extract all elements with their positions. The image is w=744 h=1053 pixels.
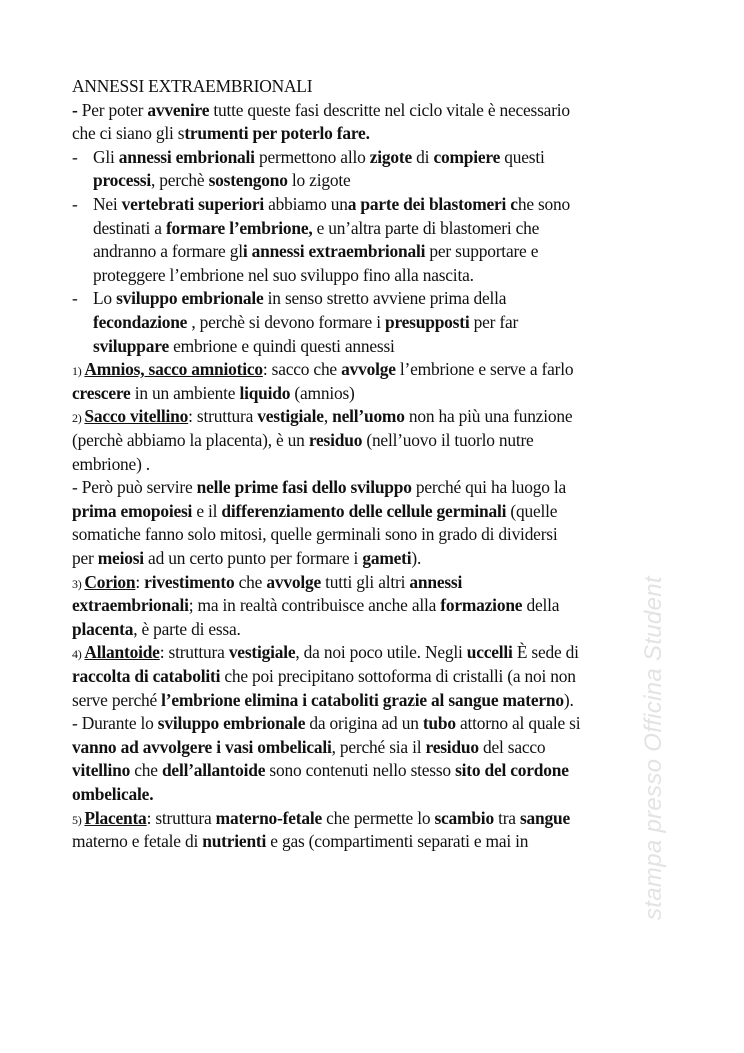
- bold-text: sangue: [519, 807, 571, 828]
- bold-text: extraembrionali: [72, 595, 189, 616]
- watermark: stampa presso Officina Student: [640, 576, 667, 920]
- text: che ci siano gli s: [72, 123, 185, 144]
- text: abbiamo un: [264, 194, 348, 214]
- bold-text: zigote: [369, 146, 412, 167]
- text: - Però può servire: [72, 477, 197, 498]
- text: della: [522, 595, 560, 616]
- bold-text: formare l’embrione,: [165, 217, 313, 238]
- text: in un ambiente: [130, 382, 240, 403]
- text: per far: [469, 312, 519, 332]
- bold-text: residuo: [308, 430, 363, 450]
- bold-text: sostengono: [208, 170, 288, 191]
- bullet-dash: -: [72, 146, 78, 167]
- bold-text: uccelli: [466, 642, 513, 663]
- text-line: [72, 689, 574, 711]
- text-line: [72, 807, 570, 831]
- text: e il: [192, 500, 222, 521]
- bullet-dash: -: [72, 288, 78, 309]
- text-line: [72, 429, 534, 451]
- text: , perché sia il: [331, 736, 426, 757]
- text: : struttura: [188, 406, 258, 427]
- text: , perchè si devono formare i: [187, 312, 385, 332]
- text: per supportare e: [425, 241, 539, 262]
- bold-text: avvolge: [341, 359, 396, 380]
- bold-text: sito del cordone: [455, 760, 569, 781]
- text-line: [93, 217, 539, 239]
- bold-text: crescere: [72, 382, 131, 403]
- text: sono contenuti nello stesso: [265, 760, 456, 781]
- bold-text: trumenti per poterlo fare.: [184, 123, 370, 144]
- text: del sacco: [478, 736, 546, 757]
- text: lo zigote: [287, 170, 351, 191]
- text-line: [72, 759, 569, 781]
- section-heading: Placenta: [84, 807, 147, 828]
- text-line: [72, 618, 241, 640]
- text: che: [234, 571, 267, 592]
- text: , da noi poco utile. Negli: [295, 642, 467, 663]
- text: che poi precipitano sottoforma di cristalli (a noi non: [220, 666, 576, 686]
- text: di: [412, 146, 434, 167]
- text: l’embrione e serve a farlo: [395, 359, 574, 380]
- section-number: 1): [72, 364, 85, 379]
- bold-text: presupposti: [384, 312, 470, 332]
- text: ).: [411, 548, 422, 568]
- text: È sede di: [512, 642, 579, 663]
- text-line: [93, 169, 350, 191]
- section-heading: Corion: [84, 571, 136, 592]
- bold-text: placenta: [72, 618, 134, 639]
- text: Lo: [93, 288, 117, 309]
- text: ANNESSI EXTRAEMBRIONALI: [72, 76, 313, 96]
- bold-text: fecondazione: [93, 312, 188, 332]
- bold-text: ombelicale.: [72, 784, 154, 804]
- text: attorno al quale si: [455, 713, 581, 734]
- text: : struttura: [146, 807, 216, 828]
- text-line: [93, 240, 538, 262]
- bold-text: meiosi: [97, 548, 144, 568]
- bold-text: a parte dei blastomeri c: [347, 194, 518, 214]
- text: perché qui ha luogo la: [411, 477, 567, 498]
- text-line: [72, 382, 355, 404]
- text: Per poter: [81, 99, 148, 120]
- text-line: [93, 193, 570, 215]
- text: questi: [500, 146, 545, 167]
- text: he sono: [517, 194, 571, 214]
- text-line: [72, 547, 421, 569]
- text-line: [72, 736, 545, 758]
- text-line: [72, 783, 153, 805]
- text-line: [93, 311, 518, 333]
- text-line: [72, 641, 579, 665]
- bold-text: avvolge: [266, 571, 321, 592]
- bold-text: differenziamento delle cellule germinali: [221, 500, 507, 521]
- text: ad un certo punto per formare i: [143, 548, 363, 568]
- section-number: 4): [72, 647, 85, 662]
- bold-text: tubo: [422, 713, 456, 734]
- bold-text: vestigiale: [228, 642, 296, 663]
- text: in senso stretto avviene prima della: [263, 288, 507, 309]
- section-number: 5): [72, 812, 85, 827]
- bold-text: nutrienti: [202, 831, 267, 852]
- text: (quelle: [506, 500, 558, 521]
- text: (amnios): [290, 382, 355, 403]
- bold-text: sviluppo embrionale: [116, 288, 264, 309]
- text-line: [72, 453, 150, 475]
- bold-text: nell’uomo: [332, 406, 405, 427]
- text: Gli: [93, 146, 119, 167]
- bold-text: raccolta di cataboliti: [72, 666, 221, 686]
- bold-text: materno-fetale: [215, 807, 322, 828]
- section-number: 2): [72, 411, 85, 426]
- bold-text: vertebrati superiori: [121, 194, 264, 214]
- bold-text: i annessi extraembrionali: [242, 241, 426, 262]
- text-line: [93, 264, 474, 286]
- text-line: [72, 523, 558, 545]
- section-number: 3): [72, 576, 85, 591]
- text-line: [72, 571, 462, 595]
- bold-text: scambio: [434, 807, 494, 828]
- text: per: [72, 548, 98, 568]
- text: che permette lo: [321, 807, 435, 828]
- text: materno e fetale di: [72, 831, 203, 852]
- text-line: [72, 405, 572, 429]
- text-line: [93, 146, 545, 168]
- text: ; ma in realtà contribuisce anche alla: [188, 595, 441, 616]
- page-title: [72, 75, 312, 97]
- text: , perchè: [150, 170, 209, 191]
- text-line: [72, 500, 557, 522]
- text: serve perché: [72, 689, 162, 710]
- text-line: [72, 712, 580, 734]
- text: , è parte di essa.: [133, 618, 241, 639]
- text: ).: [563, 689, 574, 710]
- text: somatiche fanno solo mitosi, quelle germinali sono in grado di dividersi: [72, 524, 558, 545]
- bold-text: processi: [93, 170, 151, 191]
- bullet-dash: -: [72, 194, 78, 214]
- bold-text: prima emopoiesi: [72, 500, 193, 521]
- bold-text: compiere: [433, 146, 501, 167]
- bold-text: annessi: [409, 571, 463, 592]
- text: tutti gli altri: [320, 571, 410, 592]
- text: da origina ad un: [305, 713, 423, 734]
- text: e gas (compartimenti separati e mai in: [266, 831, 529, 852]
- bold-text: l’embrione elimina i cataboliti grazie al sangue materno: [161, 689, 564, 710]
- bold-text: liquido: [239, 382, 291, 403]
- text-line: [72, 99, 570, 121]
- text-line: [72, 830, 528, 852]
- bold-text: nelle prime fasi dello sviluppo: [196, 477, 412, 498]
- bold-text: residuo: [425, 736, 479, 757]
- bold-text: sviluppo embrionale: [157, 713, 306, 734]
- text: :: [135, 571, 145, 592]
- bold-text: dell’allantoide: [161, 760, 266, 781]
- text: tutte queste fasi descritte nel ciclo vitale è necessario: [209, 99, 570, 120]
- bold-text: vanno ad avvolgere i vasi ombelicali: [72, 736, 332, 757]
- text-line: [72, 122, 370, 144]
- bold-text: vestigiale: [257, 406, 324, 427]
- text: andranno a formare gl: [93, 241, 243, 262]
- text: : struttura: [159, 642, 229, 663]
- text-line: [72, 665, 576, 687]
- bold-text: vitellino: [72, 760, 131, 781]
- text-line: [93, 335, 395, 357]
- section-heading: Amnios, sacco amniotico: [84, 359, 263, 380]
- section-heading: Sacco vitellino: [84, 406, 189, 427]
- text: non ha più una funzione: [404, 406, 573, 427]
- text: : sacco che: [262, 359, 342, 380]
- bold-text: sviluppare: [93, 335, 169, 356]
- section-heading: Allantoide: [84, 642, 160, 663]
- text-line: [72, 594, 559, 616]
- text: e un’altra parte di blastomeri che: [312, 217, 540, 238]
- bold-text: avvenire: [147, 99, 210, 120]
- text: embrione) .: [72, 453, 150, 474]
- text: tra: [493, 807, 520, 828]
- text: proteggere l’embrione nel suo sviluppo fino alla nascita.: [93, 264, 474, 285]
- bold-text: formazione: [440, 595, 523, 616]
- bold-text: rivestimento: [144, 571, 235, 592]
- text: embrione e quindi questi annessi: [168, 335, 395, 356]
- text: permettono allo: [254, 146, 370, 167]
- text-line: [93, 287, 506, 309]
- bold-text: annessi embrionali: [118, 146, 255, 167]
- text: che: [130, 760, 162, 781]
- text: Nei: [93, 194, 122, 214]
- text: - Durante lo: [72, 713, 158, 734]
- text: ,: [323, 406, 333, 427]
- text: destinati a: [93, 217, 166, 238]
- text-line: [72, 476, 566, 498]
- text: (nell’uovo il tuorlo nutre: [362, 430, 534, 450]
- text: (perchè abbiamo la placenta), è un: [72, 430, 309, 450]
- text-line: [72, 358, 573, 382]
- bold-text: -: [72, 99, 82, 120]
- bold-text: gameti: [362, 548, 412, 568]
